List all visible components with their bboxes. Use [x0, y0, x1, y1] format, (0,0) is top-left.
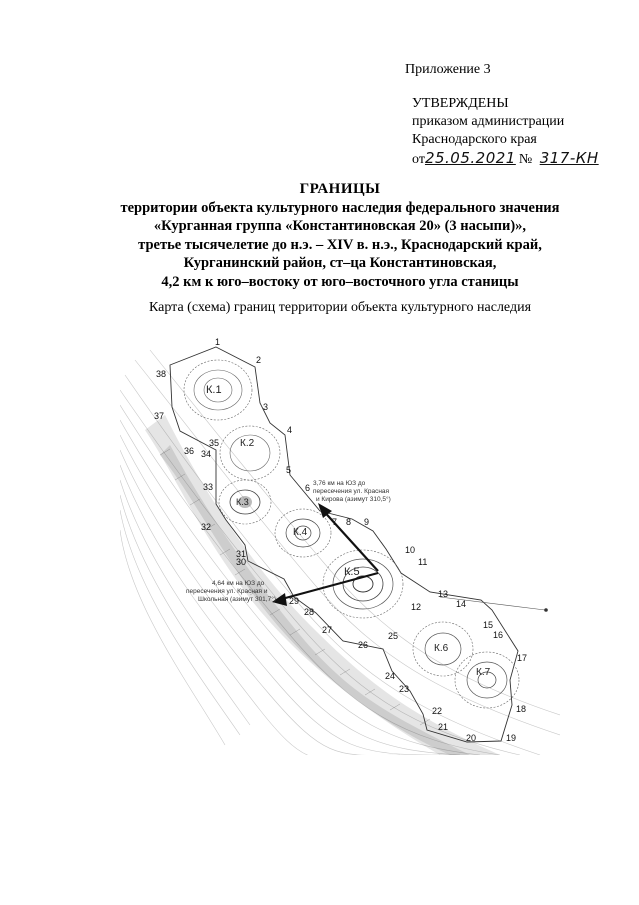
- point-label: 19: [506, 733, 517, 743]
- mound-label: К.6: [434, 643, 449, 654]
- point-label: 13: [438, 589, 449, 599]
- point-label: 16: [493, 630, 504, 640]
- point-label: 5: [286, 465, 292, 475]
- annotation-1-line-1: 3,76 км на ЮЗ до: [313, 480, 366, 487]
- document-title: [60, 180, 620, 291]
- appendix-label: Приложение 3: [405, 62, 491, 77]
- annotation-northeast: [313, 480, 391, 503]
- point-label: 35: [209, 438, 220, 448]
- point-label: 21: [438, 722, 449, 732]
- point-label: 7: [332, 517, 338, 527]
- point-label: 10: [405, 545, 416, 555]
- point-label: 17: [517, 653, 528, 663]
- point-label: 29: [289, 596, 300, 606]
- point-label: 9: [364, 517, 370, 527]
- benchmark-dot: [544, 608, 548, 612]
- point-label: 31: [236, 549, 247, 559]
- point-label: 3: [263, 402, 269, 412]
- point-label: 38: [156, 369, 167, 379]
- from-label: от: [412, 152, 425, 167]
- point-label: 30: [236, 557, 247, 567]
- annotation-southwest: [186, 580, 276, 603]
- point-label: 22: [432, 706, 443, 716]
- point-label: 33: [203, 482, 214, 492]
- point-label: 18: [516, 704, 527, 714]
- approved-line-2: Краснодарского края: [412, 132, 537, 147]
- approved-line-1: приказом администрации: [412, 114, 565, 129]
- number-label: №: [518, 152, 533, 167]
- mound-k7: [455, 652, 519, 708]
- point-label: 34: [201, 449, 212, 459]
- approved-title: УТВЕРЖДЕНЫ: [412, 96, 509, 111]
- point-label: 8: [346, 517, 352, 527]
- point-label: 36: [184, 446, 195, 456]
- annotation-1-line-3: и Кирова (азимут 310,5°): [316, 496, 391, 503]
- mound-label: К.5: [344, 566, 360, 578]
- terrain-contours: [120, 350, 560, 755]
- mound-label: К.7: [476, 667, 491, 678]
- annotation-2-line-2: пересечения ул. Красная и: [186, 588, 268, 595]
- point-label: 37: [154, 411, 165, 421]
- point-label: 6: [305, 483, 311, 493]
- annotation-2-line-1: 4,64 км на ЮЗ до: [212, 580, 265, 587]
- point-label: 20: [466, 733, 477, 743]
- point-label: 2: [256, 355, 262, 365]
- mound-label: К.2: [240, 438, 255, 449]
- boundary-map: [120, 335, 560, 755]
- point-label: 27: [322, 625, 333, 635]
- annotation-2-line-3: Школьная (азимут 301,7°): [198, 596, 276, 603]
- title-line-3: третье тысячелетие до н.э. – XIV в. н.э., Краснодарский край,: [138, 236, 542, 253]
- slope-band: [145, 415, 500, 755]
- mound-label: К.1: [206, 384, 222, 396]
- annotation-1-line-2: пересечения ул. Красная: [313, 488, 390, 495]
- point-label: 1: [215, 337, 221, 347]
- point-label: 12: [411, 602, 422, 612]
- point-label: 4: [287, 425, 293, 435]
- mound-k3: [219, 480, 271, 524]
- point-label: 32: [201, 522, 212, 532]
- point-label: 23: [399, 684, 410, 694]
- mound-label: К.3: [236, 497, 249, 507]
- point-label: 11: [418, 557, 428, 567]
- mound-k2: [220, 426, 280, 480]
- title-line-5: 4,2 км к юго–востоку от юго–восточного угла станицы: [161, 273, 519, 290]
- mound-k1: [184, 360, 252, 420]
- title-main: ГРАНИЦЫ: [299, 181, 381, 197]
- title-line-1: территории объекта культурного наследия федерального значения: [120, 199, 560, 216]
- handwritten-date: 25.05.2021: [424, 149, 516, 167]
- map-caption: Карта (схема) границ территории объекта культурного наследия: [148, 300, 532, 315]
- point-label: 14: [456, 599, 467, 609]
- point-label: 28: [304, 607, 315, 617]
- title-line-2: «Курганная группа «Константиновская 20» (3 насыпи)»,: [153, 218, 527, 234]
- title-line-4: Курганинский район, ст–ца Константиновская,: [183, 255, 497, 271]
- point-label: 25: [388, 631, 399, 641]
- handwritten-number: 317-КН: [539, 149, 599, 167]
- point-label: 26: [358, 640, 369, 650]
- approval-date-line: [412, 149, 599, 169]
- point-label: 15: [483, 620, 494, 630]
- mound-label: К.4: [293, 527, 308, 538]
- point-label: 24: [385, 671, 396, 681]
- approval-block: [412, 95, 599, 169]
- mound-k6: [413, 622, 473, 676]
